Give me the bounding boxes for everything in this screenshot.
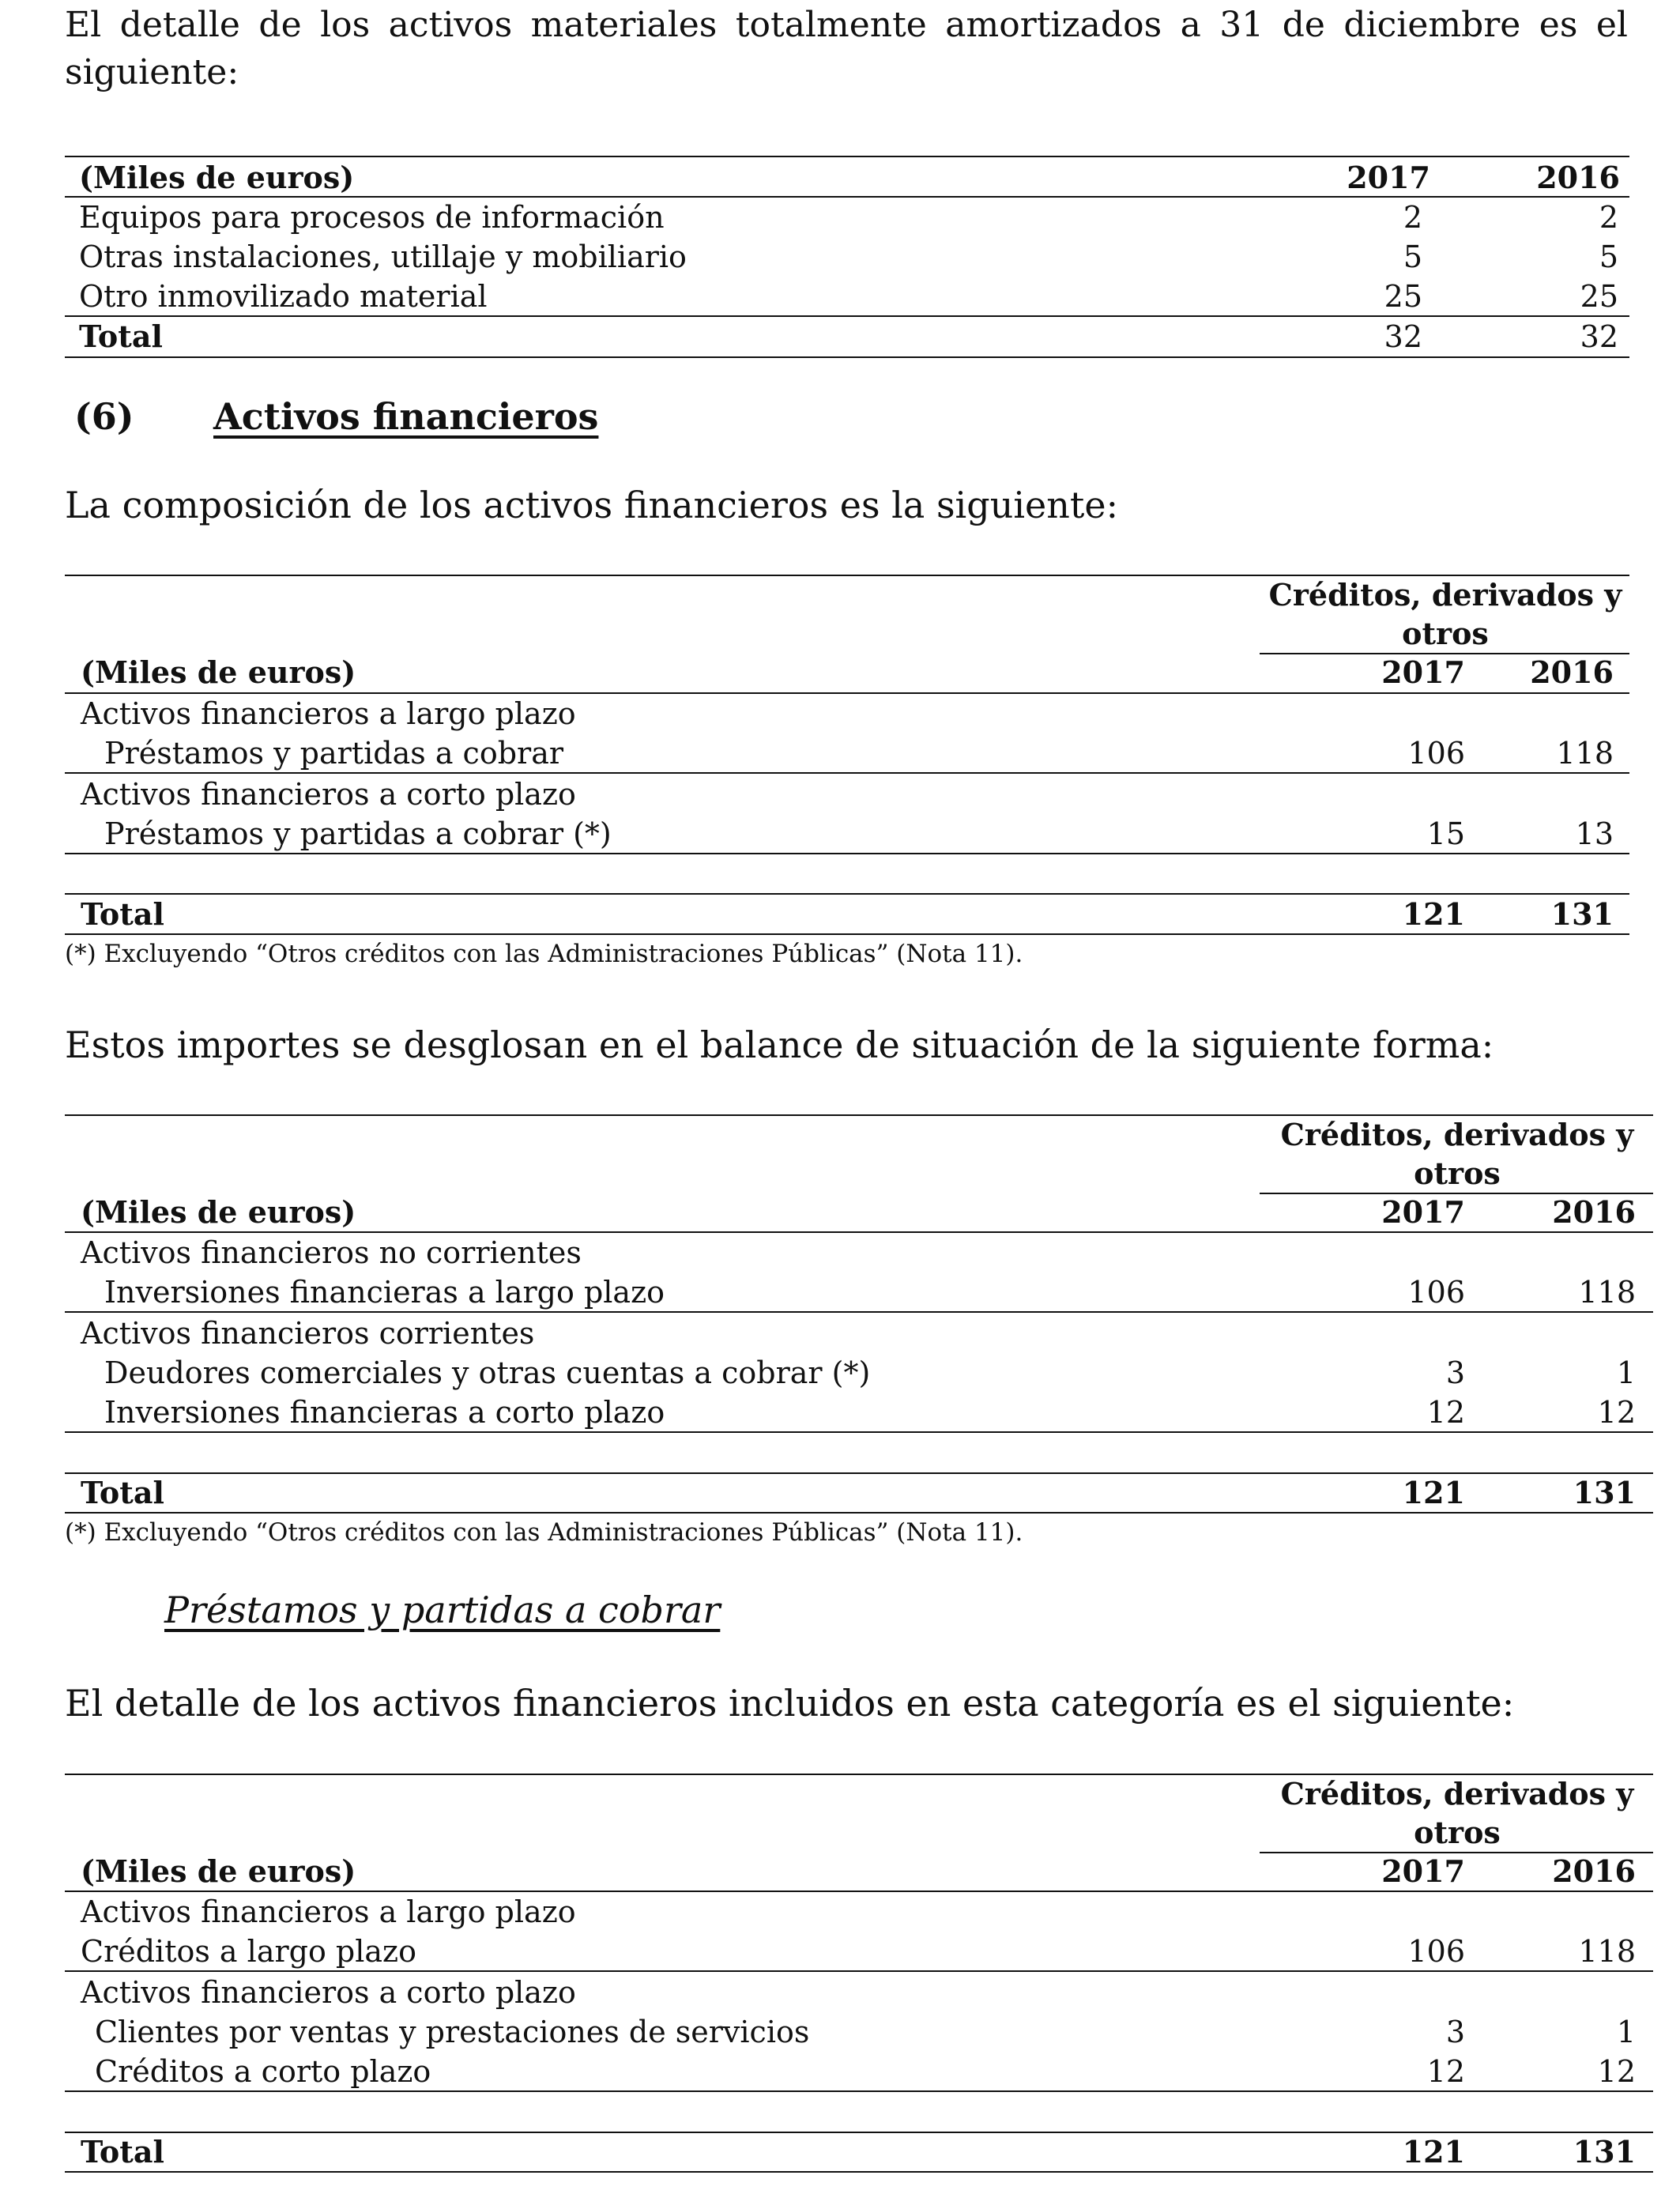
table4-mid-rule (65, 1970, 1653, 1972)
table-row-label: Inversiones financieras a largo plazo (104, 1275, 665, 1310)
table3-header-rule (65, 1231, 1653, 1233)
table4-header-rule (65, 1891, 1653, 1892)
table2-total-2016: 131 (1550, 896, 1614, 932)
table-row-value-2016: 118 (1578, 1934, 1636, 1969)
table2-bottom-rule (65, 933, 1629, 935)
table1-header-label: (Miles de euros) (79, 160, 355, 195)
table3-header-label: (Miles de euros) (81, 1194, 356, 1230)
table3-footnote: (*) Excluyendo “Otros créditos con las Administraciones Públicas” (Nota 11). (65, 1518, 1023, 1547)
table2-footnote: (*) Excluyendo “Otros créditos con las Administraciones Públicas” (Nota 11). (65, 940, 1023, 968)
table2-header-2017: 2017 (1381, 654, 1465, 690)
table-row-label: Equipos para procesos de información (79, 200, 665, 235)
table-row-value-2017: 5 (1403, 239, 1422, 274)
table4-header-2017: 2017 (1381, 1853, 1465, 1889)
table4-subtotal-rule (65, 2090, 1653, 2092)
table-row-value-2017: 106 (1407, 1934, 1465, 1969)
table4-total-label: Total (81, 2134, 164, 2169)
intro-paragraph: El detalle de los activos materiales totalmente amortizados a 31 de diciembre es el siguiente: (65, 5, 1628, 92)
table2-header-label: (Miles de euros) (81, 654, 356, 690)
table-row-label: Inversiones financieras a corto plazo (104, 1395, 665, 1430)
table3-group-header-line1: Créditos, derivados y (1280, 1117, 1634, 1152)
table1-total-label: Total (79, 319, 163, 354)
paragraph-composition: La composición de los activos financieros es la siguiente: (65, 484, 1119, 526)
table2-group-header-line2: otros (1402, 616, 1489, 651)
table-row-label: Otro inmovilizado material (79, 279, 488, 314)
table2-group-long-term: Activos financieros a largo plazo (81, 696, 576, 731)
table3-subtotal-rule (65, 1431, 1653, 1433)
table2-group-short-term: Activos financieros a corto plazo (81, 777, 576, 812)
table3-total-rule (65, 1472, 1653, 1474)
table-row-value-2016: 118 (1578, 1275, 1636, 1310)
table-row-label: Otras instalaciones, utillaje y mobiliario (79, 239, 687, 274)
table-row-label: Deudores comerciales y otras cuentas a cobrar (*) (104, 1355, 871, 1390)
table1-header-2017: 2017 (1347, 160, 1430, 195)
table4-group-header-line1: Créditos, derivados y (1280, 1776, 1634, 1811)
table-row-value-2017: 12 (1426, 2054, 1465, 2089)
table-row-value-2017: 15 (1426, 816, 1465, 851)
table4-top-rule (65, 1774, 1653, 1775)
table-row-value-2017: 2 (1403, 200, 1422, 235)
table1-total-rule (65, 315, 1629, 317)
table-row-value-2017: 3 (1445, 2015, 1465, 2049)
table-row-value-2017: 12 (1426, 1395, 1465, 1430)
table-row-value-2016: 1 (1616, 1355, 1636, 1390)
table2-total-label: Total (81, 896, 164, 932)
table-row-value-2016: 118 (1556, 736, 1614, 771)
table-row-label: Créditos a largo plazo (81, 1934, 416, 1969)
table2-header-rule (65, 692, 1629, 694)
table-row-value-2016: 2 (1599, 200, 1618, 235)
table1-top-rule (65, 156, 1629, 157)
table-row-value-2017: 106 (1407, 736, 1465, 771)
table-row-value-2017: 3 (1445, 1355, 1465, 1390)
table-row-value-2016: 12 (1597, 1395, 1636, 1430)
subheading-loans-receivables: Préstamos y partidas a cobrar (164, 1589, 721, 1631)
section-number: (6) (74, 395, 134, 438)
table1-total-2016: 32 (1580, 319, 1618, 354)
table3-mid-rule (65, 1311, 1653, 1313)
table3-total-2017: 121 (1402, 1475, 1465, 1510)
table2-total-2017: 121 (1402, 896, 1465, 932)
section-title: Activos financieros (213, 395, 599, 438)
table2-header-2016: 2016 (1530, 654, 1614, 690)
table4-group-header-line2: otros (1414, 1815, 1501, 1850)
table3-total-label: Total (81, 1475, 164, 1510)
table-row-value-2016: 25 (1580, 279, 1618, 314)
table-row-label: Préstamos y partidas a cobrar (*) (104, 816, 612, 851)
table2-total-rule (65, 893, 1629, 895)
table-row-label: Créditos a corto plazo (95, 2054, 431, 2089)
table4-group-short-term: Activos financieros a corto plazo (81, 1975, 576, 2010)
table2-top-rule (65, 575, 1629, 576)
table4-total-2016: 131 (1573, 2134, 1636, 2169)
table-row-value-2016: 12 (1597, 2054, 1636, 2089)
table-row-label: Clientes por ventas y prestaciones de servicios (95, 2015, 810, 2049)
table3-group-noncurrent: Activos financieros no corrientes (81, 1235, 582, 1270)
table-row-value-2016: 1 (1616, 2015, 1636, 2049)
table4-group-long-term: Activos financieros a largo plazo (81, 1894, 576, 1929)
table4-bottom-rule (65, 2171, 1653, 2173)
table3-bottom-rule (65, 1512, 1653, 1514)
table3-top-rule (65, 1114, 1653, 1116)
table-row-value-2017: 25 (1384, 279, 1422, 314)
table3-group-current: Activos financieros corrientes (81, 1316, 535, 1351)
table3-header-2016: 2016 (1552, 1194, 1636, 1230)
table4-total-2017: 121 (1402, 2134, 1465, 2169)
table4-header-2016: 2016 (1552, 1853, 1636, 1889)
table1-header-rule (65, 196, 1629, 198)
table1-total-2017: 32 (1384, 319, 1422, 354)
table2-group-header-line1: Créditos, derivados y (1268, 577, 1622, 613)
table1-bottom-rule (65, 356, 1629, 358)
table4-total-rule (65, 2132, 1653, 2133)
table-row-label: Préstamos y partidas a cobrar (104, 736, 564, 771)
table4-header-label: (Miles de euros) (81, 1853, 356, 1889)
table3-group-header-line2: otros (1414, 1155, 1501, 1191)
table-row-value-2016: 13 (1575, 816, 1614, 851)
paragraph-detail: El detalle de los activos financieros incluidos en esta categoría es el siguiente: (65, 1682, 1515, 1725)
table2-subtotal-rule (65, 853, 1629, 854)
table3-header-2017: 2017 (1381, 1194, 1465, 1230)
table2-mid-rule (65, 772, 1629, 774)
table1-header-2016: 2016 (1536, 160, 1620, 195)
table-row-value-2017: 106 (1407, 1275, 1465, 1310)
table-row-value-2016: 5 (1599, 239, 1618, 274)
table3-total-2016: 131 (1573, 1475, 1636, 1510)
paragraph-breakdown: Estos importes se desglosan en el balance de situación de la siguiente forma: (65, 1023, 1494, 1066)
